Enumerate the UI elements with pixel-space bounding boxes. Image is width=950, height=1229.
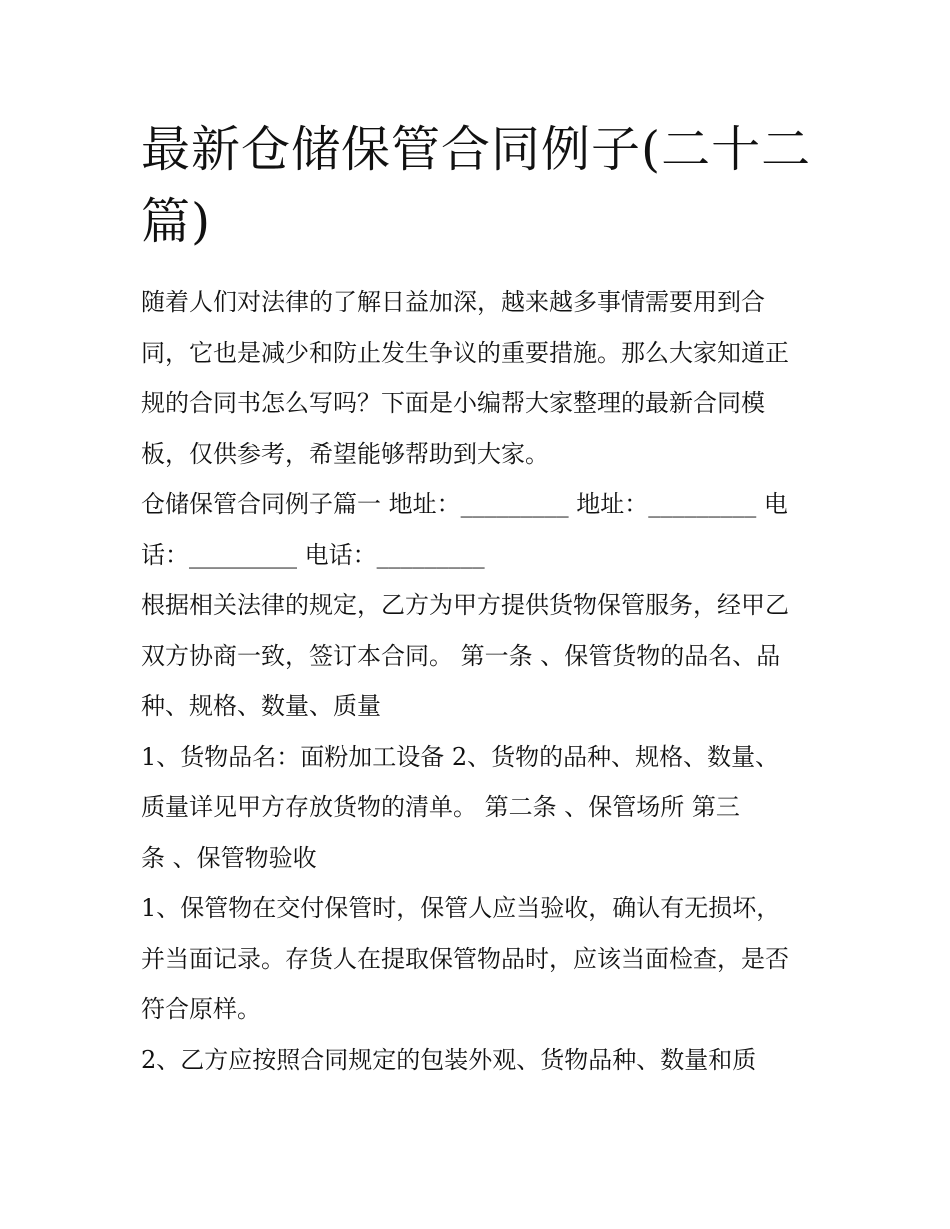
document-title [141,114,821,258]
text-line: 规的合同书怎么写吗？下面是小编帮大家整理的最新合同模 [141,389,765,417]
preamble-paragraph [141,580,821,732]
contract-header-paragraph [141,479,821,580]
text-line: 并当面记录。存货人在提取保管物品时，应该当面检查，是否 [141,944,789,973]
text-line: 话：_________ 电话：_________ [141,540,485,569]
text-line: 板，仅供参考，希望能够帮助到大家。 [141,439,549,468]
text-line: 随着人们对法律的了解日益加深，越来越多事情需要用到合 [141,288,765,316]
text-line: 符合原样。 [141,995,261,1023]
document-body [141,277,821,1085]
text-line: 1、保管物在交付保管时，保管人应当验收，确认有无损坏， [141,894,781,922]
clause-paragraph [141,883,821,1035]
title-line: 篇) [141,193,212,250]
intro-paragraph [141,277,821,479]
text-line: 仓储保管合同例子篇一 地址：_________ 地址：_________ 电 [141,490,788,518]
text-line: 双方协商一致，签订本合同。 第一条 、保管货物的品名、品 [141,641,781,670]
text-line: 2、乙方应按照合同规定的包装外观、货物品种、数量和质 [141,1045,757,1074]
text-line: 根据相关法律的规定，乙方为甲方提供货物保管服务，经甲乙 [141,591,789,619]
text-line: 质量详见甲方存放货物的清单。 第二条 、保管场所 第三 [141,793,740,821]
text-line: 种、规格、数量、质量 [141,692,381,720]
text-line: 同，它也是减少和防止发生争议的重要措施。那么大家知道正 [141,338,789,367]
title-line: 最新仓储保管合同例子(二十二 [141,121,812,178]
text-line: 1、货物品名：面粉加工设备 2、货物的品种、规格、数量、 [141,742,780,771]
clause-paragraph [141,1035,821,1086]
clause-paragraph [141,732,821,884]
text-line: 条 、保管物验收 [141,843,317,872]
